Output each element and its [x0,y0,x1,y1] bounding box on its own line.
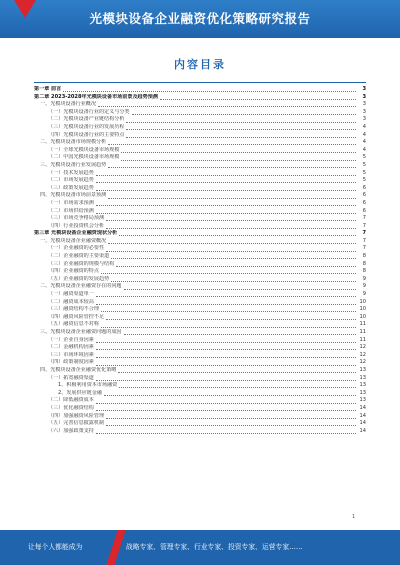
footer-stripe [106,530,125,565]
toc-entry-text: （五）完善信息披露机制 [48,420,105,427]
toc-leader-dots [96,304,356,305]
toc-entry[interactable] [34,359,366,367]
toc-entry-page: 7 [362,230,366,237]
toc-entry-text: （一）融资渠道单一 [48,291,94,298]
toc-leader-dots [96,342,356,343]
toc-entry[interactable] [34,101,366,109]
toc-leader-dots [96,182,356,183]
toc-entry[interactable] [34,147,366,155]
toc-entry[interactable] [34,428,366,436]
toc-entry-text: 第一章 前言 [34,86,62,92]
toc-entry-page: 14 [359,412,366,419]
toc-leader-dots [160,99,356,100]
toc-entry-page: 11 [359,329,366,335]
toc-leader-dots [111,281,356,282]
toc-entry[interactable] [34,276,366,284]
toc-entry-text: （一）市场需求预测 [48,199,94,206]
toc-entry[interactable] [34,337,366,345]
toc-entry-page: 7 [362,245,366,252]
toc-entry-text: （一）全球光模块设备市场规模 [48,146,120,153]
toc-leader-dots [126,129,356,130]
toc-entry[interactable] [34,154,366,162]
toc-entry-page: 14 [359,427,366,434]
toc-entry-page: 3 [362,101,366,108]
toc-leader-dots [116,266,356,267]
toc-entry-page: 14 [359,404,366,411]
toc-entry-text: （四）企业融资的特点 [48,268,99,275]
toc-entry[interactable] [34,283,366,291]
toc-leader-dots [118,372,356,373]
toc-entry-text: （六）加强政策支持 [48,427,94,434]
toc-entry-page: 9 [362,291,366,298]
toc-leader-dots [106,220,356,221]
toc-entry[interactable] [34,405,366,413]
toc-entry[interactable] [34,192,366,200]
toc-leader-dots [108,144,356,145]
toc-leader-dots [96,410,356,411]
toc-entry[interactable] [34,230,366,238]
toc-entry-text: 三、光模块设备企业融资问题的成因 [40,329,122,335]
footer-slogan-right: 战略专家、管理专家、行业专家、投资专家、运营专家…… [126,543,303,551]
toc-leader-dots [101,311,356,312]
toc-entry[interactable] [34,253,366,261]
toc-entry[interactable] [34,382,366,390]
toc-entry-text: （二）市场供给预测 [48,207,94,214]
toc-leader-dots [96,365,356,366]
toc-entry-text: （一）拓宽融资渠道 [48,374,94,381]
toc-entry-page: 7 [362,215,366,222]
toc-entry[interactable] [34,291,366,299]
toc-leader-dots [124,289,356,290]
toc-leader-dots [108,198,356,199]
toc-leader-dots [124,334,356,335]
toc-entry[interactable] [34,124,366,132]
toc-entry[interactable] [34,344,366,352]
toc-divider [34,82,366,83]
footer-slogan-left: 让每个人都能成为 [28,543,83,551]
toc-entry-page: 3 [362,93,366,100]
toc-leader-dots [96,296,356,297]
toc-heading: 内容目录 [174,58,226,71]
toc-entry-text: 2、发展供应链金融 [58,389,102,396]
toc-leader-dots [101,273,356,274]
toc-leader-dots [96,433,356,434]
toc-entry[interactable] [34,397,366,405]
toc-leader-dots [96,403,356,404]
toc-entry-page: 5 [362,161,366,168]
toc-entry-text: （一）企业融资的必要性 [48,245,105,252]
toc-entry-text: （三）政策发展趋势 [48,184,94,191]
toc-leader-dots [104,395,356,396]
toc-entry-page: 12 [359,359,366,366]
toc-entry-page: 6 [362,199,366,206]
toc-leader-dots [98,106,356,107]
toc-entry[interactable] [34,238,366,246]
toc-entry[interactable] [34,86,366,94]
toc-entry-text: （五）企业融资的发展趋势 [48,275,110,282]
toc-entry[interactable] [34,314,366,322]
report-title: 光模块设备企业融资优化策略研究报告 [89,11,311,26]
toc-entry[interactable] [34,170,366,178]
toc-entry-page: 8 [362,268,366,275]
toc-leader-dots [108,243,356,244]
toc-entry[interactable] [34,215,366,223]
toc-entry-page: 4 [362,139,366,146]
toc-leader-dots [106,228,356,229]
toc-entry-page: 9 [362,275,366,282]
toc-entry[interactable] [34,245,366,253]
toc-entry[interactable] [34,139,366,147]
toc-entry-page: 13 [359,397,366,404]
toc-entry-page: 13 [359,389,366,396]
toc-entry-page: 5 [362,154,366,161]
toc-entry-text: 三、光模块设备行业发展趋势 [40,161,107,168]
toc-leader-dots [121,152,356,153]
toc-leader-dots [121,160,356,161]
toc-entry-page: 3 [362,108,366,115]
toc-entry-page: 4 [362,131,366,138]
toc-entry-page: 6 [362,207,366,214]
toc-leader-dots [108,167,356,168]
toc-leader-dots [119,235,356,236]
toc-entry-text: （四）加强融资风险管理 [48,412,105,419]
toc-entry-text: （二）市场发展趋势 [48,177,94,184]
toc-entry[interactable] [34,413,366,421]
toc-entry-text: （一）光模块设备行业的定义与分类 [48,108,130,115]
report-footer [0,530,400,565]
toc-leader-dots [106,425,356,426]
toc-entry[interactable] [34,420,366,428]
toc-entry-page: 13 [359,382,366,389]
toc-entry-page: 6 [362,192,366,199]
toc-entry[interactable] [34,200,366,208]
toc-entry-text: 四、光模块设备企业融资优化策略 [40,366,117,373]
toc-entry-text: （四）政策制度因素 [48,359,94,366]
toc-entry-text: （三）市场竞争格局预测 [48,215,105,222]
toc-entry[interactable] [34,109,366,117]
toc-entry[interactable] [34,132,366,140]
toc-entry-page: 11 [359,336,366,343]
toc-leader-dots [126,137,356,138]
toc-entry-text: （一）企业自身因素 [48,336,94,343]
toc-entry-page: 3 [362,86,366,92]
toc-entry-page: 4 [362,123,366,130]
toc-entry-text: （二）降低融资成本 [48,397,94,404]
toc-entry-page: 12 [359,344,366,351]
toc-entry-text: 第二章 2023-2028年光模块设备市场前景及趋势预测 [34,93,158,100]
toc-entry[interactable] [34,185,366,193]
toc-entry-page: 8 [362,260,366,267]
toc-leader-dots [96,357,356,358]
table-of-contents [34,86,366,530]
toc-entry-page: 11 [359,321,366,328]
toc-entry-page: 9 [362,283,366,290]
toc-leader-dots [111,258,356,259]
toc-entry-text: （二）金融机构因素 [48,344,94,351]
toc-entry-text: （三）光模块设备行业的发展历程 [48,123,125,130]
toc-entry-text: 一、光模块设备企业融资概况 [40,237,107,244]
toc-entry[interactable] [34,352,366,360]
toc-leader-dots [106,251,356,252]
toc-leader-dots [126,122,356,123]
toc-entry[interactable] [34,162,366,170]
toc-entry-page: 14 [359,420,366,427]
toc-entry-text: （四）光模块设备行业的主要特点 [48,131,125,138]
toc-entry-text: 一、光模块设备行业概况 [40,101,97,108]
toc-leader-dots [119,387,356,388]
toc-entry[interactable] [34,208,366,216]
toc-entry-text: 1、积极利用资本市场融资 [58,382,118,389]
toc-leader-dots [96,205,356,206]
toc-entry-text: （三）企业融资的规模与结构 [48,260,115,267]
toc-leader-dots [106,418,356,419]
toc-entry[interactable] [34,329,366,337]
toc-entry-text: （二）中国光模块设备市场规模 [48,154,120,161]
toc-entry-text: （五）融资信息不对称 [48,321,99,328]
toc-entry-text: 四、光模块设备市场前景预测 [40,192,107,199]
page-number: 1 [352,514,356,520]
toc-entry[interactable] [34,223,366,231]
toc-entry[interactable] [34,375,366,383]
toc-entry-page: 13 [359,374,366,381]
toc-entry-text: （二）企业融资的主要渠道 [48,253,110,260]
toc-entry-page: 13 [359,366,366,373]
toc-leader-dots [96,349,356,350]
toc-entry-text: （一）技术发展趋势 [48,169,94,176]
toc-entry-text: （三）市场环境因素 [48,351,94,358]
toc-leader-dots [96,190,356,191]
toc-entry-text: （四）融资风险管控不足 [48,313,105,320]
toc-entry[interactable] [34,94,366,102]
toc-entry-page: 7 [362,222,366,229]
toc-leader-dots [96,175,356,176]
report-header [0,0,400,38]
toc-entry-text: 二、光模块设备市场规模分析 [40,139,107,146]
toc-entry[interactable] [34,299,366,307]
toc-entry-page: 5 [362,177,366,184]
toc-leader-dots [96,380,356,381]
toc-entry-text: （三）优化融资结构 [48,404,94,411]
toc-entry[interactable] [34,367,366,375]
toc-entry-text: （二）融资成本较高 [48,298,94,305]
toc-leader-dots [106,319,356,320]
toc-leader-dots [132,114,356,115]
toc-entry-page: 7 [362,237,366,244]
toc-leader-dots [101,327,356,328]
toc-entry-text: （三）融资结构不合理 [48,306,99,313]
toc-entry[interactable] [34,116,366,124]
toc-leader-dots [63,91,356,92]
toc-entry-page: 5 [362,169,366,176]
toc-entry[interactable] [34,321,366,329]
toc-entry-page: 6 [362,184,366,191]
toc-entry-text: （四）行业投资机会分析 [48,222,105,229]
toc-entry[interactable] [34,268,366,276]
toc-entry-page: 10 [359,313,366,320]
toc-entry-page: 8 [362,253,366,260]
toc-leader-dots [96,213,356,214]
toc-entry[interactable] [34,261,366,269]
toc-entry-text: 第三章 光模块设备企业融资现状分析 [34,230,118,237]
toc-entry[interactable] [34,306,366,314]
toc-entry[interactable] [34,390,366,398]
toc-entry-page: 12 [359,351,366,358]
toc-entry[interactable] [34,177,366,185]
toc-entry-page: 10 [359,298,366,305]
toc-entry-page: 10 [359,306,366,313]
toc-entry-text: （二）光模块设备产业链结构分析 [48,116,125,123]
toc-entry-page: 4 [362,146,366,153]
toc-entry-page: 3 [362,116,366,123]
toc-entry-text: 二、光模块设备企业融资存在的问题 [40,283,122,290]
